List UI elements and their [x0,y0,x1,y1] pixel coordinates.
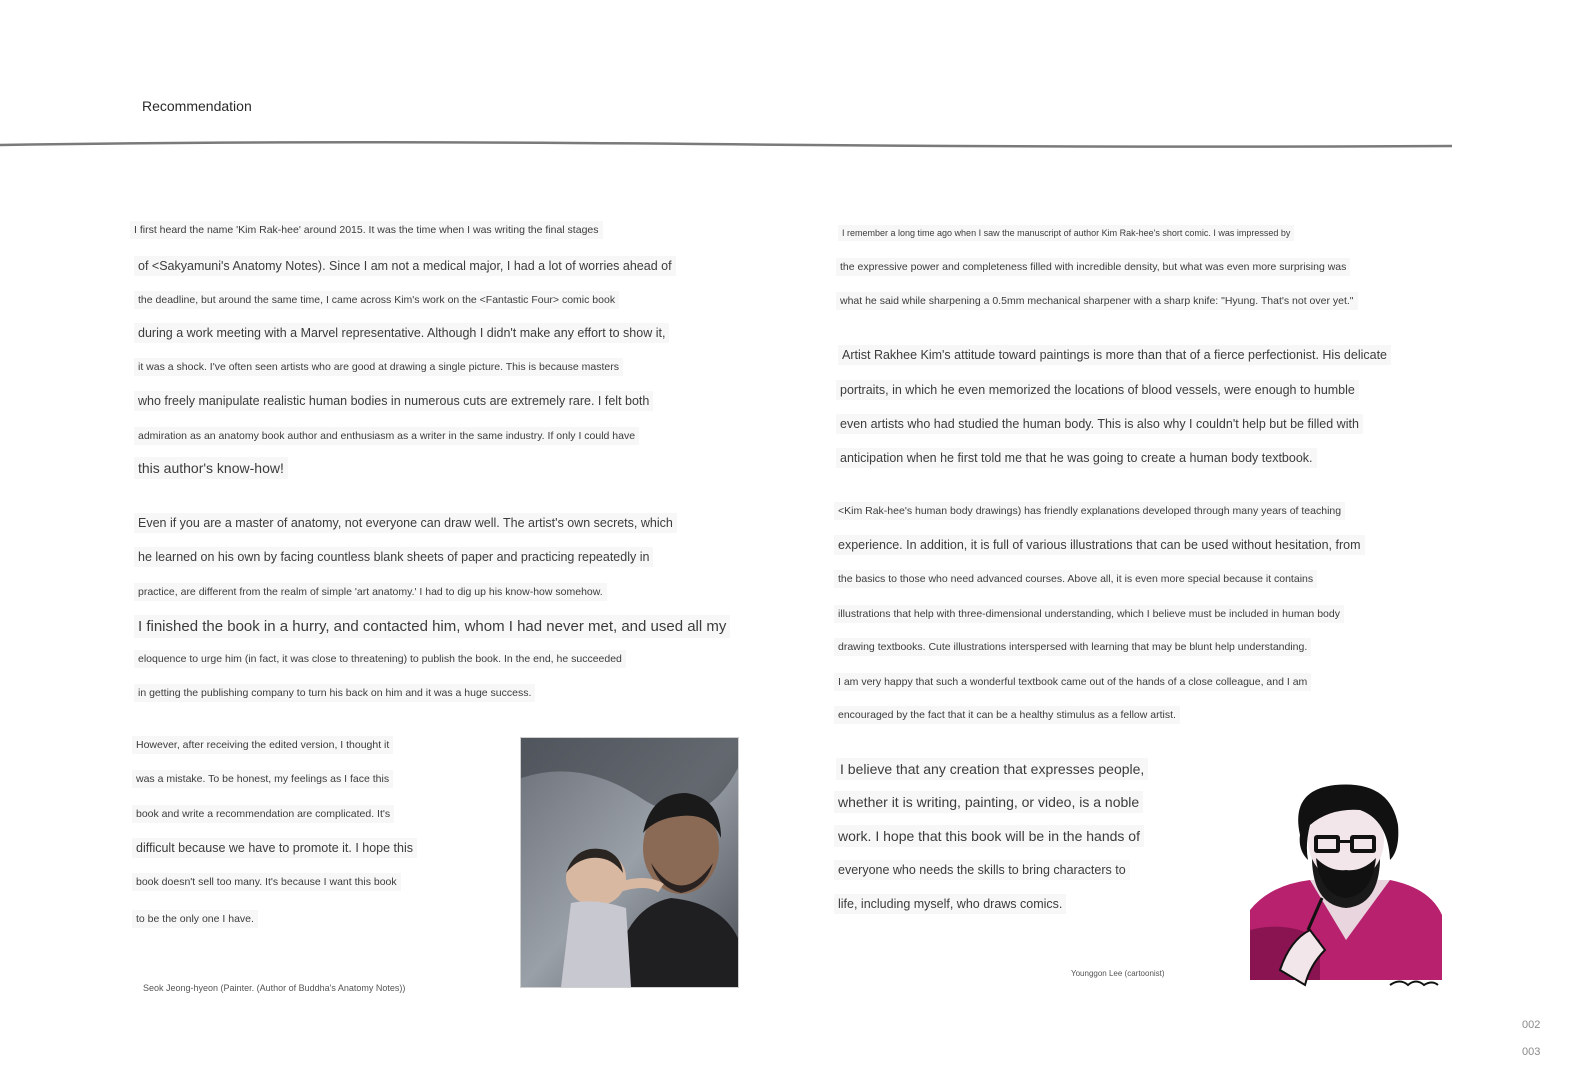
text-line: of <Sakyamuni's Anatomy Notes). Since I am not a medical major, I had a lot of worries ahead of [134,256,676,276]
text-line: the deadline, but around the same time, I came across Kim's work on the <Fantastic Four> comic book [134,291,619,309]
text-line: was a mistake. To be honest, my feelings as I face this [132,770,393,788]
text-line: drawing textbooks. Cute illustrations interspersed with learning that may be blunt help understanding. [834,638,1311,656]
text-line: everyone who needs the skills to bring characters to [834,860,1130,880]
text-line: I am very happy that such a wonderful textbook came out of the hands of a close colleague, and I am [834,673,1311,691]
text-line: I believe that any creation that expresses people, [836,758,1148,780]
text-line: encouraged by the fact that it can be a healthy stimulus as a fellow artist. [834,706,1180,724]
text-line: difficult because we have to promote it. I hope this [132,838,417,858]
text-line: the basics to those who need advanced courses. Above all, it is even more special because it contains [834,570,1317,588]
text-line: admiration as an anatomy book author and enthusiasm as a writer in the same industry. If only I could have [134,427,639,445]
text-line: even artists who had studied the human body. This is also why I couldn't help but be filled with [836,414,1363,434]
text-line: this author's know-how! [134,457,288,479]
left-signature: Seok Jeong-hyeon (Painter. (Author of Buddha's Anatomy Notes)) [143,983,406,993]
text-line: Even if you are a master of anatomy, not everyone can draw well. The artist's own secrets, which [134,513,677,533]
header-divider [0,138,1452,152]
text-line: book doesn't sell too many. It's because I want this book [132,873,401,891]
text-line: in getting the publishing company to turn his back on him and it was a huge success. [134,684,535,702]
text-line: work. I hope that this book will be in the hands of [834,825,1144,847]
text-line: life, including myself, who draws comics. [834,894,1066,914]
text-line: anticipation when he first told me that he was going to create a human body textbook. [836,448,1317,468]
text-line: book and write a recommendation are complicated. It's [132,805,394,823]
text-line: portraits, in which he even memorized the locations of blood vessels, were enough to humble [836,380,1359,400]
text-line: I finished the book in a hurry, and contacted him, whom I had never met, and used all my [134,615,730,638]
text-line: to be the only one I have. [132,910,258,928]
text-line: he learned on his own by facing countless blank sheets of paper and practicing repeatedly in [134,547,653,567]
text-line: practice, are different from the realm of simple 'art anatomy.' I had to dig up his know-how somehow. [134,583,607,601]
text-line: However, after receiving the edited version, I thought it [132,736,393,754]
text-line: experience. In addition, it is full of various illustrations that can be used without hesitation, from [834,535,1365,555]
text-line: who freely manipulate realistic human bodies in numerous cuts are extremely rare. I felt both [134,391,653,411]
cartoon-portrait [1250,780,1442,990]
text-line: what he said while sharpening a 0.5mm mechanical sharpener with a sharp knife: "Hyung. That's not over yet." [836,292,1358,310]
page-number-top: 002 [1522,1019,1541,1031]
page-header-title: Recommendation [142,98,252,114]
text-line: I remember a long time ago when I saw the manuscript of author Kim Rak-hee's short comic. I was impressed by [838,225,1294,241]
text-line: Artist Rakhee Kim's attitude toward paintings is more than that of a fierce perfectionist. His delicate [838,345,1391,365]
text-line: it was a shock. I've often seen artists who are good at drawing a single picture. This is because masters [134,358,623,376]
text-line: eloquence to urge him (in fact, it was close to threatening) to publish the book. In the end, he succeeded [134,650,626,668]
page-number-bottom: 003 [1522,1046,1541,1058]
text-line: the expressive power and completeness filled with incredible density, but what was even more surprising was [836,258,1350,276]
text-line: during a work meeting with a Marvel representative. Although I didn't make any effort to show it, [134,323,669,343]
text-line: illustrations that help with three-dimensional understanding, which I believe must be included in human body [834,605,1344,623]
text-line: <Kim Rak-hee's human body drawings) has friendly explanations developed through many years of teaching [834,502,1345,520]
text-line: whether it is writing, painting, or video, is a noble [834,791,1143,813]
author-photo [520,737,739,988]
right-signature: Younggon Lee (cartoonist) [1071,969,1165,978]
text-line: I first heard the name 'Kim Rak-hee' around 2015. It was the time when I was writing the final stages [130,221,603,239]
